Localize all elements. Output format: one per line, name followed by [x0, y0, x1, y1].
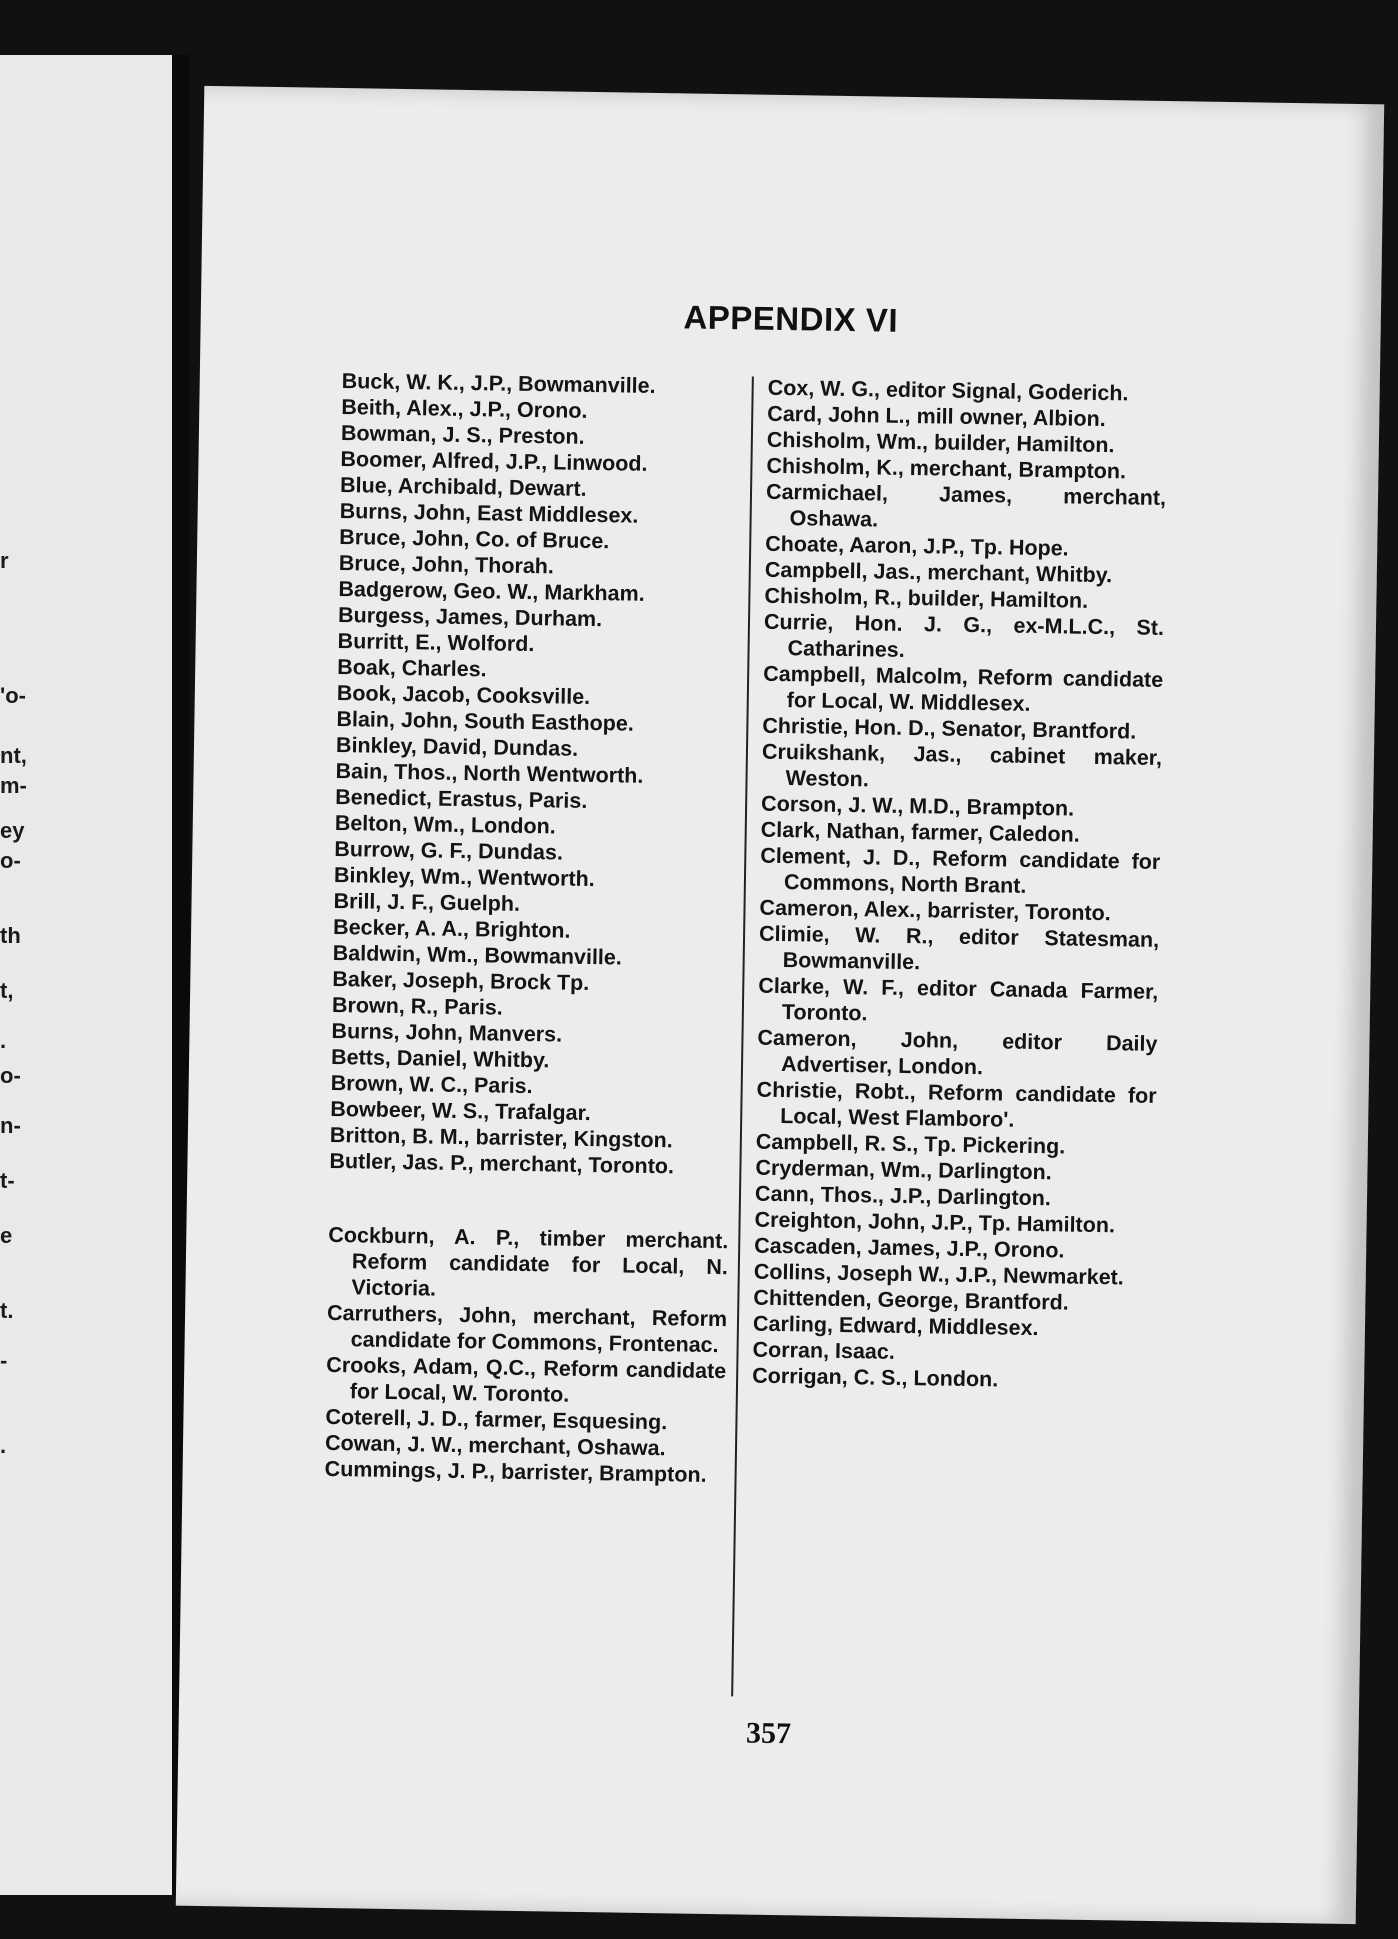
directory-entry: Carling, Edward, Middlesex.: [752, 1311, 1039, 1341]
directory-entry: Card, John L., mill owner, Albion.: [767, 401, 1106, 432]
directory-entry: Blue, Archibald, Dewart.: [339, 473, 587, 501]
directory-entry: Cameron, John, editor Daily Advertiser, London.: [757, 1025, 1158, 1080]
facing-page-text-fragment: t.: [0, 1298, 14, 1323]
directory-entry: Collins, Joseph W., J.P., Newmarket.: [753, 1259, 1124, 1290]
directory-entry: Christie, Hon. D., Senator, Brantford.: [762, 713, 1137, 744]
directory-entry: Baldwin, Wm., Bowmanville.: [332, 940, 623, 970]
directory-entry: Cockburn, A. P., timber merchant. Reform candidate for Local, N. Victoria.: [328, 1222, 729, 1301]
directory-entry: Cascaden, James, J.P., Orono.: [754, 1233, 1065, 1263]
directory-entry: Choate, Aaron, J.P., Tp. Hope.: [765, 531, 1069, 561]
directory-entry: Beith, Alex., J.P., Orono.: [341, 395, 588, 423]
directory-entry: Binkley, Wm., Wentworth.: [333, 862, 595, 892]
left-column: [324, 368, 741, 1488]
facing-page-text-fragment: n-: [0, 1113, 21, 1138]
directory-entry: Blain, John, South Easthope.: [336, 706, 635, 736]
directory-entry: Bowbeer, W. S., Trafalgar.: [330, 1096, 591, 1126]
directory-entry: Campbell, R. S., Tp. Pickering.: [755, 1129, 1066, 1159]
directory-entry: Cryderman, Wm., Darlington.: [755, 1155, 1052, 1185]
directory-entry: Chisholm, R., builder, Hamilton.: [764, 583, 1089, 613]
directory-entry: Brill, J. F., Guelph.: [333, 888, 521, 916]
facing-page: [0, 55, 172, 1895]
directory-entry: Christie, Robt., Reform candidate for Local, West Flamboro'.: [756, 1077, 1157, 1132]
directory-entry: Chisholm, K., merchant, Brampton.: [766, 453, 1127, 484]
directory-entry: Cann, Thos., J.P., Darlington.: [754, 1181, 1052, 1211]
directory-entry: Cruikshank, Jas., cabinet maker, Weston.: [761, 739, 1163, 792]
directory-entry: Chisholm, Wm., builder, Hamilton.: [766, 427, 1115, 458]
directory-entry: Burrow, G. F., Dundas.: [334, 836, 564, 865]
directory-entry: Cameron, Alex., barrister, Toronto.: [759, 895, 1111, 926]
directory-entry: Clark, Nathan, farmer, Caledon.: [760, 817, 1080, 847]
directory-entry: Currie, Hon. J. G., ex-M.L.C., St. Catharines.: [763, 609, 1165, 662]
facing-page-text-fragment: r: [0, 548, 9, 573]
directory-entry: Betts, Daniel, Whitby.: [330, 1044, 550, 1073]
directory-entry: Burgess, James, Durham.: [337, 603, 603, 632]
directory-entry: Crooks, Adam, Q.C., Reform candidate for Local, W. Toronto.: [326, 1352, 727, 1407]
directory-entry: Burns, John, East Middlesex.: [339, 499, 639, 528]
book-page: [176, 86, 1384, 1924]
directory-entry: Corran, Isaac.: [752, 1337, 895, 1364]
facing-page-text-fragment: 'o-: [0, 683, 26, 708]
directory-entry: Corrigan, C. S., London.: [751, 1363, 999, 1392]
facing-page-text-fragment: th: [0, 923, 21, 948]
facing-page-text-fragment: o-: [0, 1063, 21, 1088]
directory-entry: Boak, Charles.: [337, 655, 487, 682]
directory-entry: Clarke, W. F., editor Canada Farmer, Toronto.: [758, 973, 1159, 1026]
directory-entry: Becker, A. A., Brighton.: [332, 914, 571, 943]
facing-page-text-fragment: t,: [0, 978, 14, 1003]
facing-page-text-fragment: o-: [0, 848, 21, 873]
directory-entry: Campbell, Malcolm, Reform candidate for Local, W. Middlesex.: [763, 661, 1164, 716]
directory-entry: Benedict, Erastus, Paris.: [335, 784, 588, 813]
directory-entry: Bruce, John, Thorah.: [338, 551, 555, 579]
directory-entry: Climie, W. R., editor Statesman, Bowmanville.: [758, 921, 1160, 975]
page-title: APPENDIX VI: [683, 298, 899, 339]
facing-page-text-fragment: m-: [0, 773, 27, 798]
facing-page-text-fragment: .: [0, 1433, 7, 1458]
directory-entry: Baker, Joseph, Brock Tp.: [332, 966, 590, 995]
directory-entry: Burritt, E., Wolford.: [337, 629, 535, 657]
directory-entry: Belton, Wm., London.: [334, 810, 556, 839]
directory-entry: Brown, W. C., Paris.: [330, 1070, 533, 1099]
page-number: 357: [745, 1716, 792, 1751]
directory-entry: Book, Jacob, Cooksville.: [336, 681, 591, 709]
directory-entry: Cummings, J. P., barrister, Brampton.: [324, 1456, 707, 1487]
directory-entry: Carmichael, James, merchant, Oshawa.: [765, 479, 1167, 532]
facing-page-text-fragment: -: [0, 1348, 8, 1373]
directory-entry: Butler, Jas. P., merchant, Toronto.: [329, 1148, 675, 1179]
facing-page-text-fragment: t-: [0, 1168, 15, 1193]
directory-entry: Bruce, John, Co. of Bruce.: [339, 525, 610, 554]
facing-page-text-fragment: e: [0, 1223, 13, 1248]
directory-entry: Chittenden, George, Brantford.: [753, 1285, 1069, 1315]
directory-entry: Badgerow, Geo. W., Markham.: [338, 577, 645, 606]
directory-entry: Boomer, Alfred, J.P., Linwood.: [340, 447, 648, 476]
directory-entry: Brown, R., Paris.: [331, 992, 503, 1020]
facing-page-text-fragment: ey: [0, 818, 25, 843]
directory-entry: Bowman, J. S., Preston.: [340, 421, 585, 449]
directory-entry: Campbell, Jas., merchant, Whitby.: [764, 557, 1113, 588]
directory-entry: Bain, Thos., North Wentworth.: [335, 758, 644, 788]
facing-page-text-fragment: .: [0, 1028, 7, 1053]
directory-entry: Cox, W. G., editor Signal, Goderich.: [767, 375, 1129, 406]
directory-entry: Binkley, David, Dundas.: [335, 732, 579, 761]
directory-entry: Corson, J. W., M.D., Brampton.: [760, 791, 1075, 821]
section-spacer: [329, 1174, 730, 1228]
directory-entry: Buck, W. K., J.P., Bowmanville.: [341, 369, 656, 398]
directory-entry: Carruthers, John, merchant, Reform candidate for Commons, Frontenac.: [326, 1300, 728, 1358]
directory-entry: Britton, B. M., barrister, Kingston.: [329, 1122, 673, 1153]
directory-entry: Creighton, John, J.P., Tp. Hamilton.: [754, 1207, 1116, 1238]
directory-entry: Coterell, J. D., farmer, Esquesing.: [325, 1404, 668, 1435]
right-column: [752, 375, 1168, 1395]
directory-entry: Burns, John, Manvers.: [331, 1018, 563, 1047]
directory-entry: Clement, J. D., Reform candidate for Commons, North Brant.: [760, 843, 1161, 898]
directory-entry: Cowan, J. W., merchant, Oshawa.: [324, 1430, 666, 1461]
facing-page-text-fragment: nt,: [0, 743, 27, 768]
